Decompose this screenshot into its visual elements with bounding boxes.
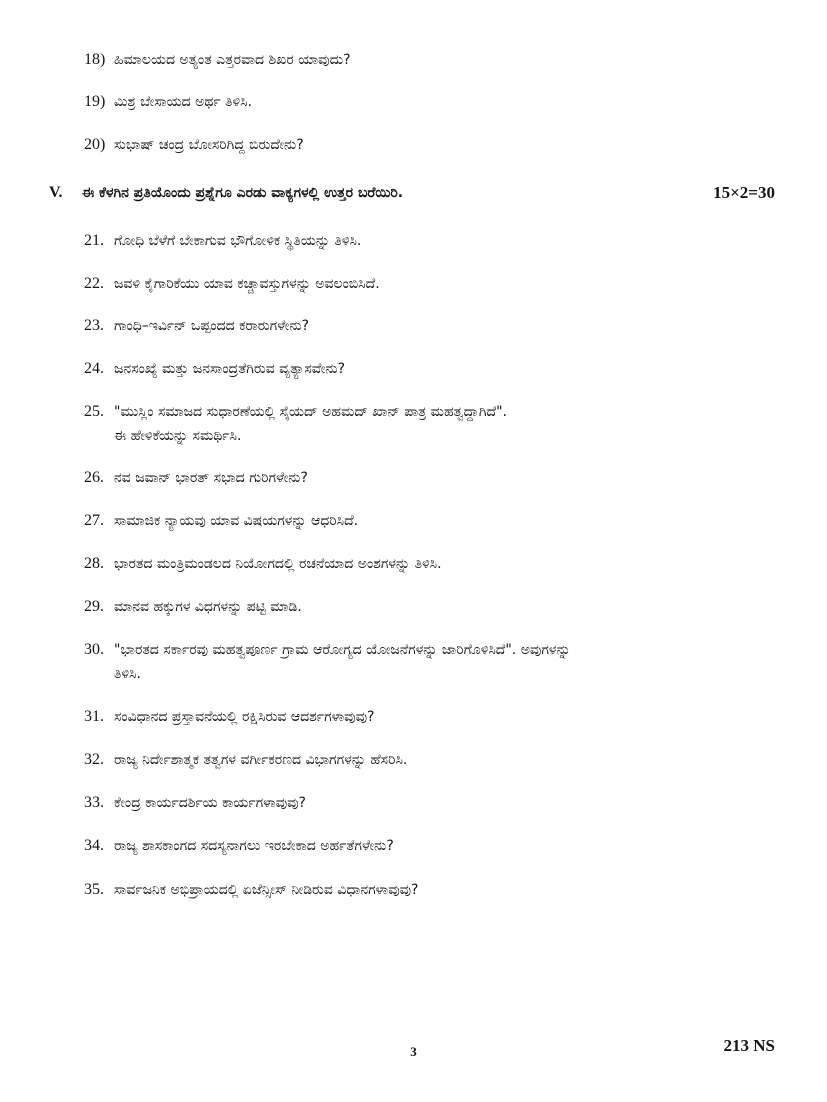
question-text-line-1: "ಮುಸ್ಲಿಂ ಸಮಾಜದ ಸುಧಾರಣೆಯಲ್ಲಿ ಸೈಯದ್ ಅಹಮದ್ ಖಾನ್ ಪಾತ್ರ ಮಹತ್ವದ್ದಾಗಿದೆ". (114, 404, 507, 420)
question-text: ಭಾರತದ ಮಂತ್ರಿಮಂಡಲದ ನಿಯೋಗದಲ್ಲಿ ರಚನೆಯಾದ ಅಂಶಗಳನ್ನು ತಿಳಿಸಿ. (114, 556, 442, 572)
question-number: 22. (84, 275, 104, 292)
paper-code: 213 NS (723, 1036, 775, 1055)
question-text: ಮಿಶ್ರ ಬೇಸಾಯದ ಅರ್ಥ ತಿಳಿಸಿ. (114, 94, 253, 110)
question-30 (0, 640, 827, 688)
section-label: V. (49, 184, 63, 201)
question-number: 35. (84, 881, 104, 898)
question-text-line-2: ಈ ಹೇಳಿಕೆಯನ್ನು ಸಮರ್ಥಿಸಿ. (114, 428, 242, 444)
question-text: ನವ ಜವಾನ್ ಭಾರತ್ ಸಭಾದ ಗುರಿಗಳೇನು? (114, 470, 308, 486)
question-number: 34. (84, 837, 104, 854)
question-text: ಸಾಮಾಜಿಕ ನ್ಯಾಯವು ಯಾವ ವಿಷಯಗಳನ್ನು ಆಧರಿಸಿದೆ. (114, 513, 359, 529)
question-text: ಹಿಮಾಲಯದ ಅತ್ಯಂತ ಎತ್ತರವಾದ ಶಿಖರ ಯಾವುದು? (114, 52, 351, 68)
question-number: 31. (84, 708, 104, 725)
question-29 (0, 597, 827, 645)
question-number: 23. (84, 317, 104, 334)
question-35 (0, 880, 827, 928)
question-text-line-2: ತಿಳಿಸಿ. (114, 666, 141, 682)
question-26 (0, 468, 827, 516)
question-number: 24. (84, 360, 104, 377)
question-text: ಕೇಂದ್ರ ಕಾರ್ಯದರ್ಶಿಯ ಕಾರ್ಯಗಳಾವುವು? (114, 795, 306, 811)
question-number: 26. (84, 469, 104, 486)
question-number: 28. (84, 555, 104, 572)
question-text: ರಾಜ್ಯ ಶಾಸಕಾಂಗದ ಸದಸ್ಯನಾಗಲು ಇರಬೇಕಾದ ಅರ್ಹತೆಗಳೇನು? (114, 838, 394, 854)
question-text: ರಾಜ್ಯ ನಿರ್ದೇಶಾತ್ಮಕ ತತ್ವಗಳ ವರ್ಗೀಕರಣದ ವಿಭಾಗಗಳನ್ನು ಹೆಸರಿಸಿ. (114, 752, 408, 768)
question-number: 30. (84, 641, 104, 658)
question-text: ಜವಳಿ ಕೈಗಾರಿಕೆಯು ಯಾವ ಕಚ್ಚಾವಸ್ತುಗಳನ್ನು ಅವಲಂಬಿಸಿದೆ. (114, 276, 380, 292)
question-34 (0, 836, 827, 884)
section-instruction: ಈ ಕೆಳಗಿನ ಪ್ರತಿಯೊಂದು ಪ್ರಶ್ನೆಗೂ ಎರಡು ವಾಕ್ಯಗಳಲ್ಲಿ ಉತ್ತರ ಬರೆಯಿರಿ. (82, 185, 404, 201)
question-number: 33. (84, 794, 104, 811)
section-marks: 15×2=30 (713, 183, 775, 202)
question-number: 19) (84, 93, 106, 110)
question-text: ಸುಭಾಷ್ ಚಂದ್ರ ಬೋಸರಿಗಿದ್ದ ಬಿರುದೇನು? (114, 137, 304, 153)
question-text: ಜನಸಂಖ್ಯೆ ಮತ್ತು ಜನಸಾಂದ್ರತೆಗಿರುವ ವ್ಯತ್ಯಾಸವೇನು? (114, 361, 346, 377)
question-27 (0, 511, 827, 559)
question-number: 18) (84, 51, 106, 68)
question-number: 20) (84, 136, 106, 153)
question-text: ಗೋಧಿ ಬೆಳೆಗೆ ಬೇಕಾಗುವ ಭೌಗೋಳಿಕ ಸ್ಥಿತಿಯನ್ನು ತಿಳಿಸಿ. (114, 233, 362, 249)
question-24 (0, 359, 827, 407)
question-text: ಸಂವಿಧಾನದ ಪ್ರಸ್ತಾವನೆಯಲ್ಲಿ ರಕ್ಷಿಸಿರುವ ಆದರ್ಶಗಳಾವುವು? (114, 709, 375, 725)
question-number: 21. (84, 232, 104, 249)
question-text: ಸಾರ್ವಜನಿಕ ಅಭಿಪ್ರಾಯದಲ್ಲಿ ಏಜೆನ್ಸೀಸ್ ನೀಡಿರುವ ವಿಧಾನಗಳಾವುವು? (114, 882, 419, 898)
question-32 (0, 750, 827, 798)
question-text: ಗಾಂಧಿ–ಇರ್ವಿನ್ ಒಪ್ಪಂದದ ಕರಾರುಗಳೇನು? (114, 318, 310, 334)
question-33 (0, 793, 827, 841)
question-20 (0, 135, 827, 183)
question-number: 25. (84, 403, 104, 420)
section-heading (0, 183, 827, 205)
question-31 (0, 707, 827, 755)
question-text-line-1: "ಭಾರತದ ಸರ್ಕಾರವು ಮಹತ್ವಪೂರ್ಣ ಗ್ರಾಮ ಆರೋಗ್ಯದ ಯೋಜನೆಗಳನ್ನು ಜಾರಿಗೊಳಿಸಿದೆ". ಅವುಗಳನ್ನು (114, 642, 571, 658)
question-number: 32. (84, 751, 104, 768)
question-23 (0, 316, 827, 364)
question-22 (0, 274, 827, 322)
question-28 (0, 554, 827, 602)
page-number: 3 (410, 1044, 417, 1059)
question-18 (0, 50, 827, 98)
question-number: 29. (84, 598, 104, 615)
question-21 (0, 231, 827, 279)
question-number: 27. (84, 512, 104, 529)
question-text: ಮಾನವ ಹಕ್ಕುಗಳ ವಿಧಗಳನ್ನು ಪಟ್ಟಿ ಮಾಡಿ. (114, 599, 302, 615)
question-19 (0, 92, 827, 140)
question-25 (0, 402, 827, 450)
